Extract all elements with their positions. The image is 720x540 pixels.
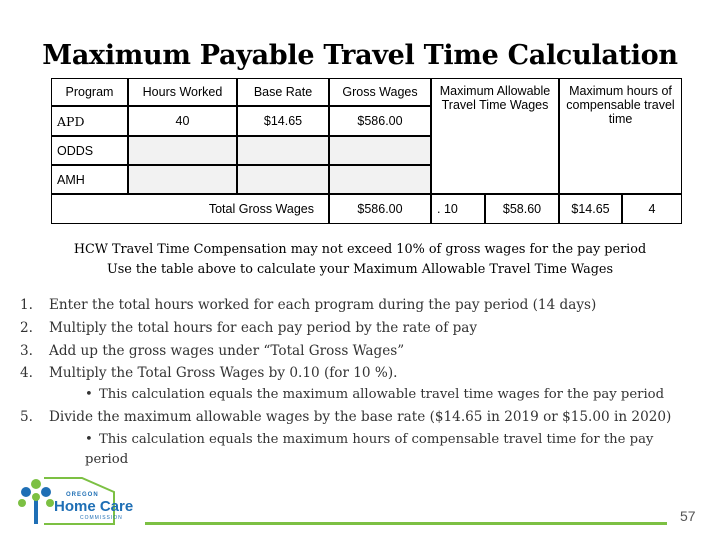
note-use-table: Use the table above to calculate your Maximum Allowable Travel Time Wages: [106, 262, 614, 277]
bullet-icon: •: [85, 387, 93, 402]
sub-bullet: [85, 387, 664, 402]
rate-multiplier: . 10: [431, 194, 485, 224]
row-program-odds: ODDS: [51, 136, 128, 165]
max-allowable-wages: $58.60: [485, 194, 559, 224]
amh-base-rate: [237, 165, 329, 194]
header-max-hours: Maximum hours of compensable travel time: [559, 78, 682, 194]
header-program: Program: [51, 78, 128, 106]
logo-main-text: Home Care: [54, 498, 134, 515]
sub-bullet-text: This calculation equals the maximum allowable travel time wages for the pay period: [99, 387, 665, 402]
step-number: 3.: [20, 343, 33, 359]
header-base-rate: Base Rate: [237, 78, 329, 106]
step-text: Multiply the total hours for each pay period by the rate of pay: [49, 320, 478, 336]
header-hours-worked: Hours Worked: [128, 78, 237, 106]
total-gross-wages: $586.00: [329, 194, 431, 224]
amh-gross-wages: [329, 165, 431, 194]
step-number: 2.: [20, 320, 33, 336]
row-program-apd: APD: [51, 106, 128, 136]
apd-hours: 40: [128, 106, 237, 136]
logo-bottom-text: COMMISSION: [80, 515, 123, 521]
step-text: Enter the total hours worked for each program during the pay period (14 days): [49, 297, 597, 313]
divisor-base-rate: $14.65: [559, 194, 622, 224]
step-number: 4.: [20, 365, 33, 381]
step-number: 1.: [20, 297, 33, 313]
step-text: Add up the gross wages under “Total Gross Wages”: [49, 343, 405, 359]
sub-bullet-text: This calculation equals the maximum hours of compensable travel time for the pay: [99, 432, 654, 447]
header-gross-wages: Gross Wages: [329, 78, 431, 106]
apd-base-rate: $14.65: [237, 106, 329, 136]
step-text: Multiply the Total Gross Wages by 0.10 (for 10 %).: [49, 365, 398, 381]
footer-divider: [145, 522, 667, 525]
max-travel-hours: 4: [622, 194, 682, 224]
apd-gross-wages: $586.00: [329, 106, 431, 136]
odds-base-rate: [237, 136, 329, 165]
page-number: 57: [680, 508, 696, 524]
logo-top-text: OREGON: [66, 492, 99, 498]
amh-hours: [128, 165, 237, 194]
sub-bullet-text: period: [85, 452, 129, 467]
header-max-allowable-wages: Maximum Allowable Travel Time Wages: [431, 78, 559, 194]
step-number: 5.: [20, 409, 33, 425]
home-care-commission-logo: [14, 470, 142, 531]
total-gross-wages-label: Total Gross Wages: [51, 194, 329, 224]
note-10-percent-limit: HCW Travel Time Compensation may not exceed 10% of gross wages for the pay period: [73, 242, 647, 257]
sub-bullet-continuation: [85, 452, 128, 467]
sub-bullet: [85, 432, 653, 447]
odds-hours: [128, 136, 237, 165]
odds-gross-wages: [329, 136, 431, 165]
page-title: Maximum Payable Travel Time Calculation: [42, 40, 678, 71]
step-text: Divide the maximum allowable wages by the base rate ($14.65 in 2019 or $15.00 in 2020): [49, 409, 672, 425]
row-program-amh: AMH: [51, 165, 128, 194]
bullet-icon: •: [85, 432, 93, 447]
